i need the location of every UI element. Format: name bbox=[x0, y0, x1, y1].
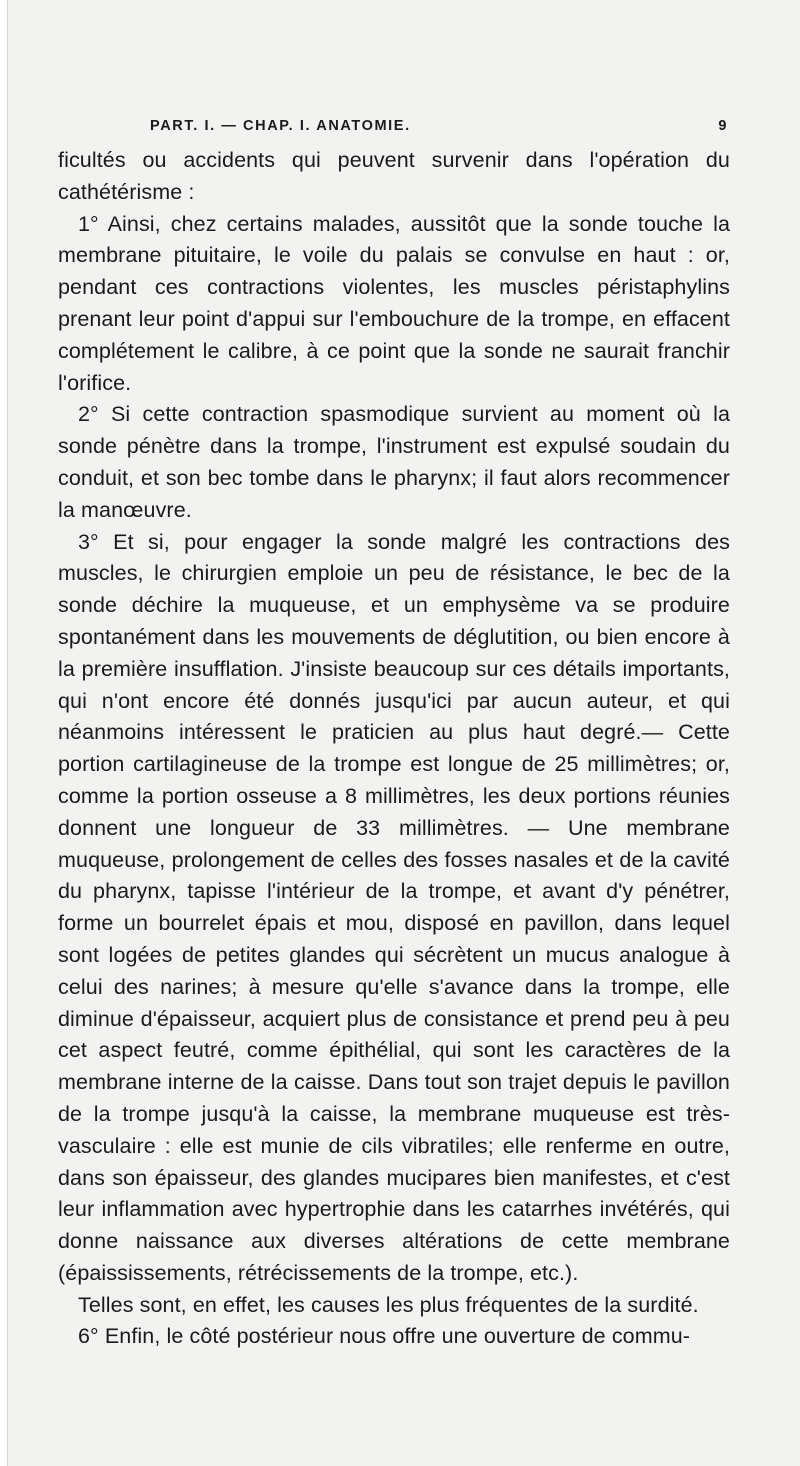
paragraph-continuation: ficultés ou accidents qui peuvent survenir dans l'opération du cathétérisme : bbox=[58, 148, 730, 204]
paragraph-item-3: 3° Et si, pour engager la sonde malgré les contractions des muscles, le chirurgien emploie un peu de résistance, le bec de la sonde déchire la muqueuse, et un emphysème va se produire spontanément dans les mouvements de déglutition, ou bien encore à la première insufflation. J'insiste beaucoup sur ces détails importants, qui n'ont encore été donnés jusqu'ici par aucun auteur, et qui néanmoins intéressent le praticien au plus haut degré.— Cette portion cartilagineuse de la trompe est longue de 25 millimètres; or, comme la portion osseuse a 8 millimètres, les deux portions réunies donnent une longueur de 33 millimètres. — Une membrane muqueuse, prolongement de celles des fosses nasales et de la cavité du pharynx, tapisse l'intérieur de la trompe, et avant d'y pénétrer, forme un bourrelet épais et mou, disposé en pavillon, dans lequel sont logées de petites glandes qui sécrètent un mucus analogue à celui des narines; à mesure qu'elle s'avance dans la trompe, elle diminue d'épaisseur, acquiert plus de consistance et prend peu à peu cet aspect feutré, comme épithélial, qui sont les caractères de la membrane interne de la caisse. Dans tout son trajet depuis le pavillon de la trompe jusqu'à la caisse, la membrane muqueuse est très-vasculaire : elle est munie de cils vibratiles; elle renferme en outre, dans son épaisseur, des glandes mucipares bien manifestes, et c'est leur inflammation avec hypertrophie dans les catarrhes invétérés, qui donne naissance aux diverses altérations de cette membrane (épaississements, rétrécissements de la trompe, etc.). bbox=[58, 529, 730, 1285]
page-number: 9 bbox=[718, 118, 728, 134]
paragraph-conclusion: Telles sont, en effet, les causes les plus fréquentes de la surdité. bbox=[78, 1292, 699, 1317]
paragraph-item-2: 2° Si cette contraction spasmodique survient au moment où la sonde pénètre dans la trompe, l'instrument est expulsé soudain du conduit, et son bec tombe dans le pharynx; il faut alors recommencer la manœuvre. bbox=[58, 402, 730, 522]
paragraph-item-1: 1° Ainsi, chez certains malades, aussitôt que la sonde touche la membrane pituitaire, le voile du palais se convulse en haut : or, pendant ces contractions violentes, les muscles péristaphylins prenant leur point d'appui sur l'embouchure de la trompe, en effacent complétement le calibre, à ce point que la sonde ne saurait franchir l'orifice. bbox=[58, 211, 730, 395]
page-edge bbox=[0, 0, 8, 1466]
running-header bbox=[150, 118, 728, 134]
running-title: PART. I. — CHAP. I. ANATOMIE. bbox=[150, 118, 411, 134]
paragraph-item-6: 6° Enfin, le côté postérieur nous offre une ouverture de commu- bbox=[78, 1324, 691, 1349]
body-text bbox=[58, 145, 730, 1353]
